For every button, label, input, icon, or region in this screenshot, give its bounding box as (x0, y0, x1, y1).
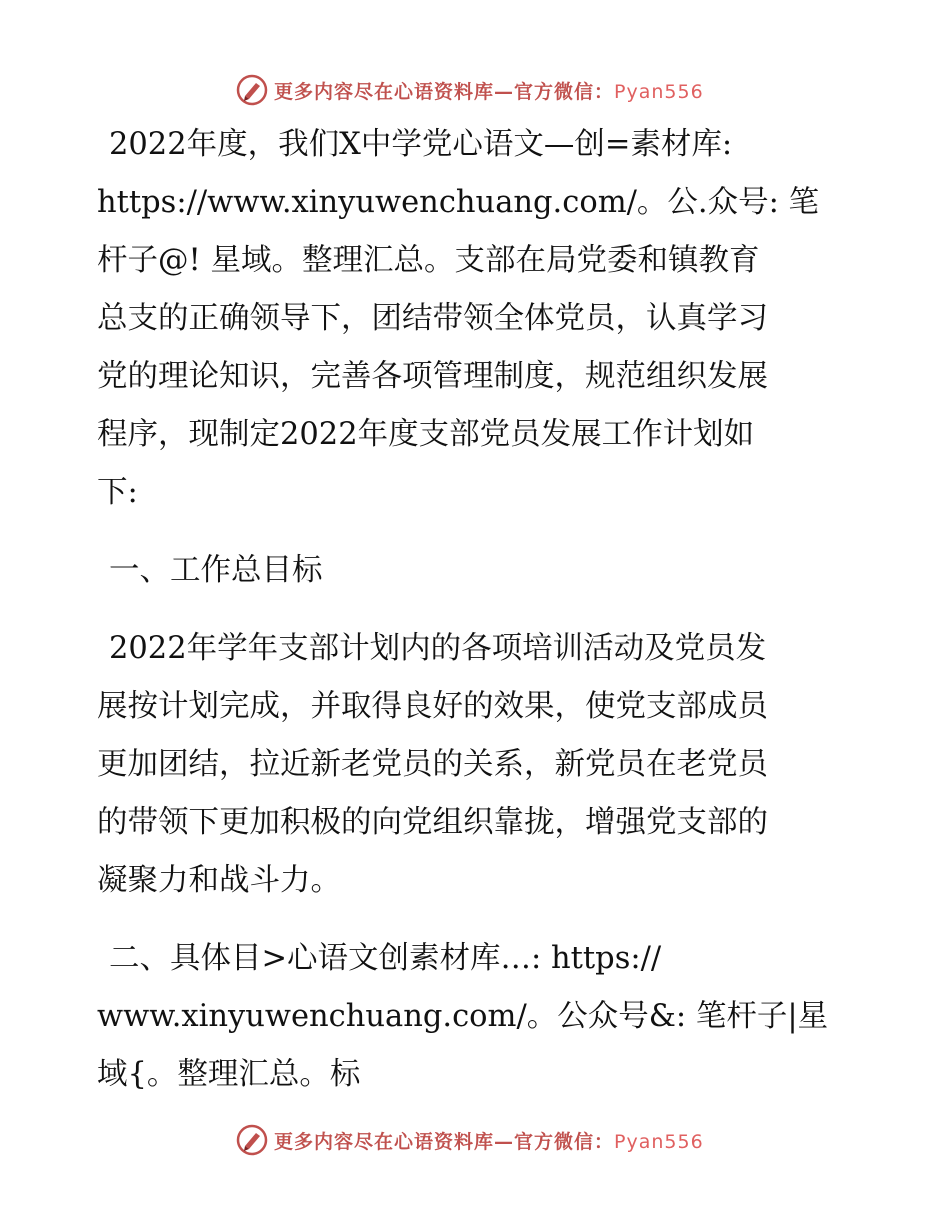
banner-text (274, 77, 704, 104)
text-line: 党的理论知识，完善各项管理制度，规范组织发展 (97, 359, 768, 394)
text-line: www.xinyuwenchuang.com/。公众号&: 笔杆子|星 (97, 999, 829, 1034)
paragraph-gap (97, 600, 857, 620)
footer-banner (236, 1122, 704, 1158)
paragraph-gap (97, 522, 857, 542)
text-line: 展按计划完成，并取得良好的效果，使党支部成员 (97, 689, 768, 724)
text-line: 更加团结，拉近新老党员的关系，新党员在老党员 (97, 747, 768, 782)
banner-separator: — (494, 1130, 515, 1153)
section-heading-2 (97, 930, 857, 1104)
heading-line: 一、工作总目标 (109, 553, 323, 588)
pen-logo-icon (236, 1124, 268, 1156)
text-line: 凝聚力和战斗力。 (97, 863, 341, 898)
text-line: 下: (97, 475, 138, 510)
text-line: https://www.xinyuwenchuang.com/。公.众号: 笔 (97, 185, 820, 220)
text-line: 域{。整理汇总。标 (97, 1057, 361, 1092)
paragraph-gap (97, 910, 857, 930)
banner-wechat-label: 官方微信： (514, 1130, 615, 1153)
banner-handle: Pyan556 (614, 1130, 704, 1153)
text-line: 的带领下更加积极的向党组织靠拢，增强党支部的 (97, 805, 768, 840)
text-line: 总支的正确领导下，团结带领全体党员，认真学习 (97, 301, 768, 336)
text-line: 程序，现制定2022年度支部党员发展工作计划如 (97, 417, 755, 452)
banner-separator: — (494, 80, 515, 103)
text-line: 二、具体目>心语文创素材库…: https:// (109, 941, 662, 976)
banner-title: 更多内容尽在心语资料库 (274, 1130, 495, 1153)
paragraph-intro (97, 116, 857, 522)
text-line: 2022年度，我们X中学党心语文—创=素材库: (109, 127, 733, 162)
pen-logo-icon (236, 74, 268, 106)
header-banner (236, 72, 704, 108)
document-body (97, 116, 857, 1104)
paragraph-goal (97, 620, 857, 910)
section-heading-1 (97, 542, 857, 600)
banner-wechat-label: 官方微信： (514, 80, 615, 103)
banner-text (274, 1127, 704, 1154)
banner-title: 更多内容尽在心语资料库 (274, 80, 495, 103)
banner-handle: Pyan556 (614, 80, 704, 103)
text-line: 杆子@! 星域。整理汇总。支部在局党委和镇教育 (97, 243, 760, 278)
text-line: 2022年学年支部计划内的各项培训活动及党员发 (109, 631, 767, 666)
